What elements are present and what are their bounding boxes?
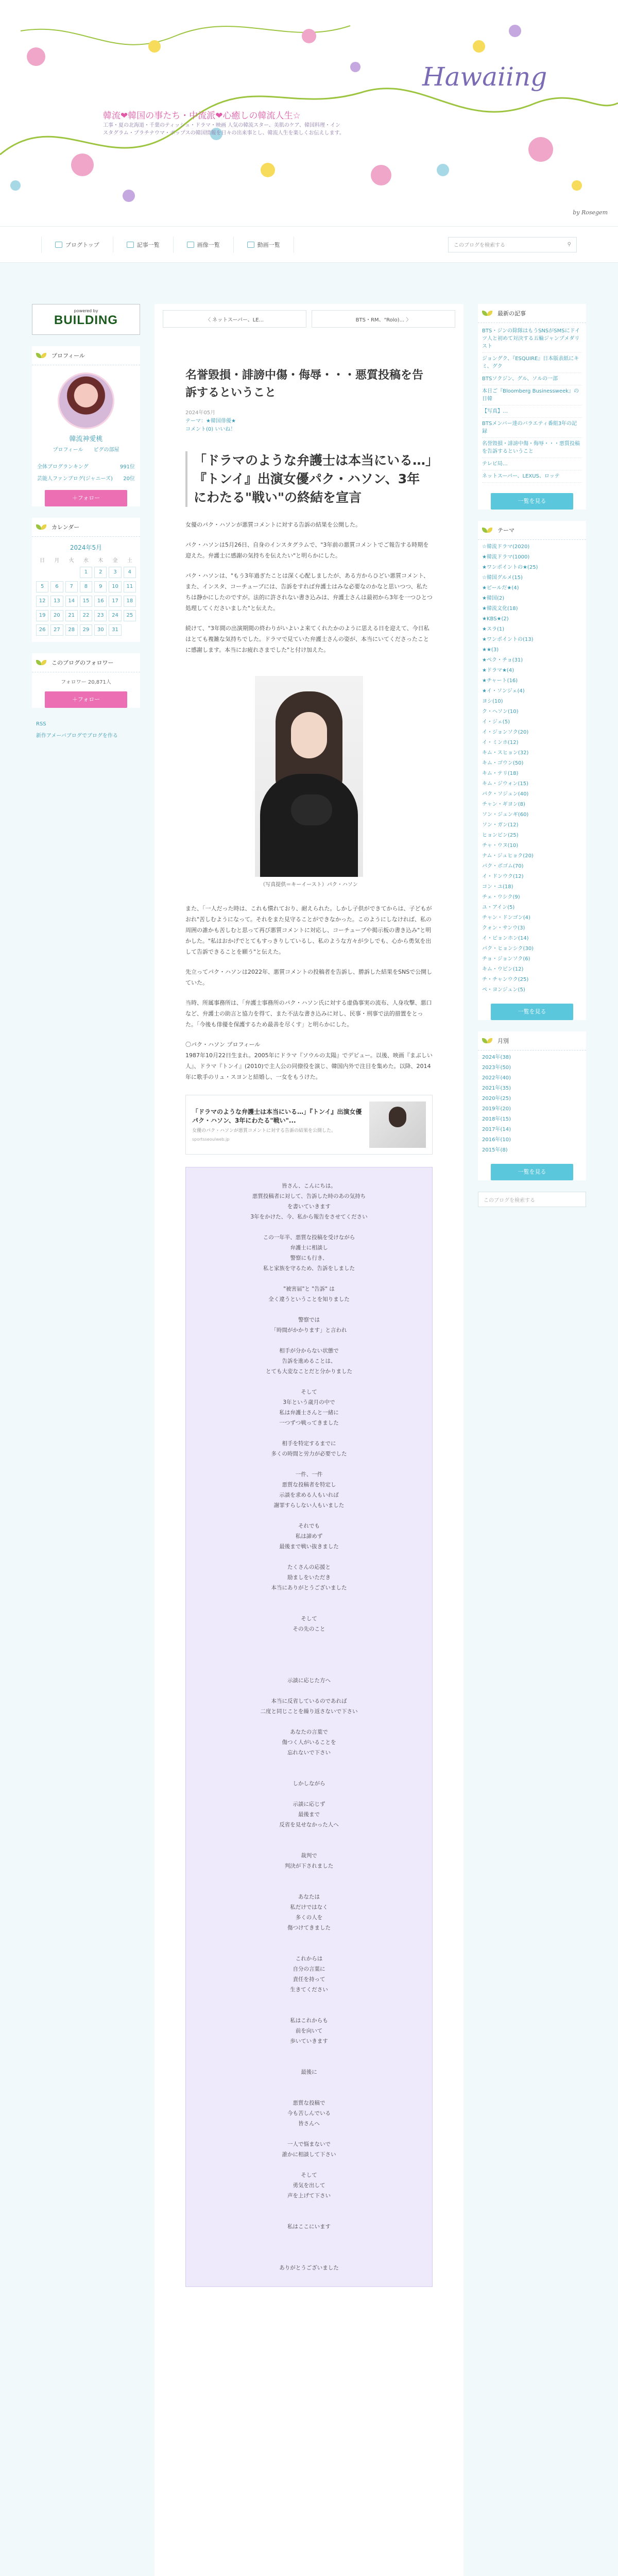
recent-post-link[interactable]: テレビ局… bbox=[482, 458, 582, 470]
theme-link[interactable]: チャン・ギヨン(8) bbox=[482, 802, 525, 807]
calendar-weekday: 金 bbox=[112, 558, 118, 564]
calendar-day[interactable]: 19 bbox=[36, 610, 48, 621]
theme-link[interactable]: ソン・ガン(12) bbox=[482, 822, 519, 828]
next-article-label: BTS・RM、"Rolo)... bbox=[355, 317, 405, 323]
theme-link[interactable]: キム・テリ(18) bbox=[482, 771, 519, 776]
theme-link[interactable]: ★ピールだ★(4) bbox=[482, 585, 519, 591]
theme-link[interactable]: イ・ジェ(5) bbox=[482, 719, 510, 725]
calendar-day[interactable]: 15 bbox=[80, 596, 92, 607]
theme-link[interactable]: ★ペク・チョ(31) bbox=[482, 657, 523, 663]
article-paragraph: また、「一人だった時は、これも慣れており、耐えられた。しかし子供ができてからは、子どもがおれ"苦しむようになって。それをまた見守ることができなかった。このようにしなければ、私の周囲の誰かも苦しむと思って再び悪質コメントに対応し、コーチューブや掲示板の書き込み"と明かした。"私はおかげでとてもすっきりしているし、私のような方々が少しでも、心から勇気を出して告訴できることを願う"と伝えた。 bbox=[185, 905, 432, 955]
calendar-day[interactable]: 14 bbox=[65, 596, 78, 607]
calendar-day[interactable]: 16 bbox=[94, 596, 107, 607]
calendar-day[interactable]: 17 bbox=[109, 596, 121, 607]
calendar-heading-label: カレンダー bbox=[52, 524, 80, 531]
themes-box bbox=[478, 521, 586, 1020]
calendar-day[interactable]: 25 bbox=[124, 610, 136, 621]
article-photo[interactable] bbox=[255, 676, 363, 877]
calendar-weekday: 火 bbox=[68, 558, 74, 564]
article-theme[interactable]: テーマ：★韓国俳優★ bbox=[185, 418, 236, 424]
article-pager bbox=[154, 304, 464, 334]
profile-heading bbox=[32, 346, 140, 365]
global-nav bbox=[0, 227, 618, 263]
theme-link[interactable]: ★ワンポイントの★(25) bbox=[482, 565, 538, 570]
calendar-day[interactable]: 9 bbox=[94, 581, 107, 592]
calendar-day[interactable]: 18 bbox=[124, 596, 136, 607]
banner-name: BUILDING bbox=[54, 313, 118, 327]
theme-link[interactable]: クォン・サンウ(3) bbox=[482, 925, 525, 931]
article-paragraph: 女優のパク・ハソンが悪質コメントに対する告訴の結果を公開した。 bbox=[185, 521, 361, 528]
theme-link[interactable]: キム・スヒョン(32) bbox=[482, 750, 529, 756]
theme-link[interactable]: ★★(3) bbox=[482, 647, 499, 653]
calendar-day[interactable]: 29 bbox=[80, 624, 92, 636]
link-card[interactable] bbox=[185, 1095, 433, 1155]
theme-link[interactable]: ☆韓流ドラマ(2020) bbox=[482, 544, 530, 550]
profile-name[interactable]: 韓流神愛桃 bbox=[69, 435, 103, 443]
archive-more-button[interactable]: 一覧を見る bbox=[491, 1164, 573, 1180]
theme-link[interactable]: ★チャート(16) bbox=[482, 678, 518, 684]
pigg-room-link[interactable]: ピグの部屋 bbox=[93, 447, 119, 453]
archive-link[interactable]: 2019年(20) bbox=[482, 1106, 511, 1112]
archive-link[interactable]: 2022年(40) bbox=[482, 1075, 511, 1081]
floral-vine-decoration bbox=[0, 0, 618, 227]
calendar-weekday: 水 bbox=[83, 558, 89, 564]
calendar-box bbox=[32, 518, 140, 642]
blog-logo: Hawaiing bbox=[422, 62, 547, 92]
prev-article-label: ネットスーパー、LE... bbox=[212, 317, 264, 323]
archive-link[interactable]: 2017年(14) bbox=[482, 1127, 511, 1132]
prev-article-link[interactable]: 〈 ネットスーパー、LE... bbox=[163, 310, 306, 328]
rss-link[interactable]: RSS bbox=[36, 721, 46, 727]
avatar[interactable] bbox=[58, 372, 114, 429]
nav-label: 記事一覧 bbox=[136, 241, 160, 248]
photo-caption: （写真提供＝キーイースト）パク・ハソン bbox=[260, 882, 358, 888]
calendar-day[interactable]: 5 bbox=[36, 581, 48, 592]
follower-heading-label: このブログのフォロワー bbox=[52, 659, 114, 666]
link-card-source: sportsseoulweb.jp bbox=[192, 1137, 230, 1142]
theme-link[interactable]: コン・ユ(18) bbox=[482, 884, 513, 890]
theme-link[interactable]: ★韓国(2) bbox=[482, 596, 505, 601]
theme-link[interactable]: ヒョンビン(25) bbox=[482, 833, 519, 838]
calendar-day[interactable]: 23 bbox=[94, 610, 107, 621]
recent-heading-label: 最新の記事 bbox=[497, 310, 526, 317]
right-sidebar bbox=[478, 304, 586, 1212]
nav-video-list[interactable] bbox=[234, 236, 294, 253]
article-paragraph: パク・ハソンは5月26日、自身のインスタグラムで、"3年前の悪質コメントでご報告する時期を迎えた。弁護士に感謝の気持ちを伝えたい"と明らかにした。 bbox=[185, 541, 429, 559]
theme-link[interactable]: チャ・ウヌ(10) bbox=[482, 843, 519, 849]
blog-title[interactable]: 韓流❤韓国の事たち・中流派❤心癒しの韓流人生☆ bbox=[103, 111, 301, 121]
follower-count: フォロワー 20,871人 bbox=[61, 680, 111, 685]
recent-posts-list bbox=[478, 323, 586, 487]
calendar-day[interactable]: 8 bbox=[80, 581, 92, 592]
archive-link[interactable]: 2020年(25) bbox=[482, 1096, 511, 1101]
theme-link[interactable]: ★スラ(1) bbox=[482, 626, 505, 632]
article-title: 名誉毀損・誹謗中傷・侮辱・・・悪質投稿を告訴するということ bbox=[185, 369, 424, 399]
theme-link[interactable]: チェ・ウシク(9) bbox=[482, 894, 520, 900]
genre-label[interactable]: 芸能人ファンブログ(ジャニーズ) bbox=[37, 476, 113, 482]
calendar-day[interactable]: 3 bbox=[109, 567, 121, 578]
link-card-description: 女優のパク・ハソンが悪質コメントに対する告訴の結果を公開した。 bbox=[192, 1128, 336, 1133]
calendar-day[interactable]: 11 bbox=[124, 581, 136, 592]
theme-link[interactable]: ★KBS★(2) bbox=[482, 616, 509, 622]
link-card-title: 「ドラマのような弁護士は本当にいる…」『トンイ』出演女優パク・ハソン、3年にわたる"戦い"... bbox=[192, 1108, 362, 1124]
archive-heading bbox=[478, 1031, 586, 1050]
calendar-month: 2024年5月 bbox=[70, 544, 102, 551]
archive-list bbox=[478, 1050, 586, 1158]
calendar-weekday: 日 bbox=[40, 558, 45, 564]
theme-link[interactable]: キム・ジウォン(15) bbox=[482, 781, 529, 787]
theme-link[interactable]: ク・ヘソン(10) bbox=[482, 709, 519, 715]
calendar-day[interactable]: 21 bbox=[65, 610, 78, 621]
search-placeholder: このブログを検索する bbox=[454, 243, 505, 248]
calendar-day[interactable]: 10 bbox=[109, 581, 121, 592]
theme-link[interactable]: イ・ミンホ(12) bbox=[482, 740, 519, 745]
list-icon bbox=[127, 242, 134, 248]
letter-block bbox=[185, 1167, 433, 2287]
article-paragraph: 当時、所属事務所は、「弁護士事務所のパク・ハソン氏に対する虚偽事実の流布、人身攻撃、悪口など、弁護士の助言と協力を得て、また不法な書き込みに対し、民事・刑事で法的措置をとった。「今後も俳優を保護するため最善を尽くす」と明らかにした。 bbox=[185, 999, 432, 1028]
search-icon[interactable]: ⚲ bbox=[567, 242, 571, 247]
calendar-day[interactable]: 6 bbox=[50, 581, 63, 592]
author-signature: by Rosegem bbox=[573, 209, 608, 216]
theme-link[interactable]: ★ドラマ★(4) bbox=[482, 668, 514, 673]
archive-link[interactable]: 2016年(10) bbox=[482, 1137, 511, 1143]
archive-box bbox=[478, 1031, 586, 1180]
sidebar-search-placeholder: このブログを検索する bbox=[484, 1197, 535, 1204]
theme-link[interactable]: パク・ヒョンシク(30) bbox=[482, 946, 534, 952]
theme-link[interactable]: ★韓流文化(18) bbox=[482, 606, 518, 612]
sidebar-search-input[interactable] bbox=[478, 1192, 586, 1207]
theme-link[interactable]: ヨシ(10) bbox=[482, 699, 503, 704]
calendar-day[interactable]: 13 bbox=[50, 596, 63, 607]
ranking-label[interactable]: 全体ブログランキング bbox=[37, 464, 89, 470]
theme-link[interactable]: ソン・ジュンギ(60) bbox=[482, 812, 529, 818]
leaf-icon bbox=[482, 310, 493, 317]
theme-link[interactable]: パク・ボゴム(70) bbox=[482, 863, 524, 869]
calendar-day[interactable]: 24 bbox=[109, 610, 121, 621]
leaf-icon bbox=[36, 523, 47, 531]
archive-link[interactable]: 2021年(35) bbox=[482, 1086, 511, 1091]
blog-header bbox=[0, 0, 618, 227]
theme-list bbox=[478, 540, 586, 997]
profile-paragraph: 〇パク・ハソン プロフィール 1987年10月22日生まれ。2005年にドラマ『ソウルの太陽』でデビュー。以後、映画『まぶしい人』、ドラマ『トンイ』(2010)で主人公の同僚役を演じ、韓国内外で注目を集めた。以降、2014年に歌手のリュ・スヨンと結婚し、一女をもうけた。 bbox=[185, 1041, 433, 1080]
nav-image-list[interactable] bbox=[174, 236, 234, 253]
recent-heading bbox=[478, 304, 586, 323]
recent-post-link[interactable]: BTSメンバー達のバラエティ番組3年の記録 bbox=[482, 418, 582, 438]
building-banner[interactable] bbox=[32, 304, 140, 335]
theme-heading-label: テーマ bbox=[497, 527, 514, 534]
nav-label: 画像一覧 bbox=[197, 241, 220, 248]
calendar-day[interactable]: 7 bbox=[65, 581, 78, 592]
next-article-link[interactable]: BTS・RM、"Rolo)... 〉 bbox=[312, 310, 455, 328]
blog-search-input[interactable] bbox=[448, 237, 577, 252]
theme-link[interactable]: パク・ソジュン(40) bbox=[482, 791, 529, 797]
theme-link[interactable]: ユ・アイン(5) bbox=[482, 905, 515, 910]
leaf-icon bbox=[482, 527, 493, 534]
theme-link[interactable]: チャン・ドンゴン(4) bbox=[482, 915, 530, 921]
calendar-heading bbox=[32, 518, 140, 537]
recent-post-link[interactable]: BTS・ジンの除隊はもうSNSがSMSにドイツ人と初めて対決する五輪ジャンプメダリスト bbox=[482, 325, 582, 353]
blog-description: 工事・夏の北海道・千葉のティッシュ・ドラマ・映画 人気の韓流スター、美肌のケア、韓国料理・インスタグラム・プラチナウマ・ポップスの韓国情報を日々の出来事とし、韓流人生を楽しくお伝えします。 bbox=[103, 123, 345, 136]
leaf-icon bbox=[36, 659, 47, 666]
nav-entry-list[interactable] bbox=[113, 236, 174, 253]
comment-like-links[interactable]: コメント(0) いいね！ bbox=[185, 427, 236, 432]
theme-link[interactable]: ★ワンポイントの(13) bbox=[482, 637, 534, 642]
genre-value: 20位 bbox=[123, 476, 135, 482]
calendar-day[interactable]: 27 bbox=[50, 624, 63, 636]
theme-link[interactable]: キム・ウビン(12) bbox=[482, 967, 524, 972]
article-heading: 「ドラマのような弁護士は本当にいる…」『トンイ』出演女優パク・ハソン、3年にわたる"戦い"の終結を宣言 bbox=[185, 451, 433, 507]
article-paragraph: パク・ハソンは、"もう3年過ぎたことは深く心配しましたが、ある方からひどい悪質コメント、また、インスタ、コーチューブには、告訴をすれば弁護士はみな必要なのかなと思いつつ、私たちは静かにしたのですが。法的に許されない書き込みは、弁護士さんは最初から3年を一つひとつ処理してくださいました"と伝えた。 bbox=[185, 572, 433, 612]
theme-link[interactable]: ☆韓国グルメ(15) bbox=[482, 575, 523, 581]
follow-button-2[interactable]: ＋フォロー bbox=[45, 691, 127, 708]
follow-button[interactable]: ＋フォロー bbox=[45, 490, 127, 506]
theme-link[interactable]: イ・ドンウク(12) bbox=[482, 874, 524, 879]
leaf-icon bbox=[36, 352, 47, 359]
nav-label: ブログトップ bbox=[65, 241, 99, 248]
follower-box bbox=[32, 653, 140, 708]
theme-link[interactable]: ★韓流ドラマ(1000) bbox=[482, 554, 530, 560]
archive-link[interactable]: 2023年(50) bbox=[482, 1065, 511, 1071]
home-icon bbox=[55, 242, 62, 248]
nav-label: 動画一覧 bbox=[257, 241, 280, 248]
calendar-day[interactable]: 26 bbox=[36, 624, 48, 636]
calendar-day[interactable]: 4 bbox=[124, 567, 136, 578]
article-meta bbox=[185, 409, 433, 434]
profile-heading-label: プロフィール bbox=[52, 352, 85, 359]
image-icon bbox=[187, 242, 194, 248]
theme-link[interactable]: ★イ・ソンジェ(4) bbox=[482, 688, 525, 694]
calendar-day[interactable]: 12 bbox=[36, 596, 48, 607]
archive-link[interactable]: 2018年(15) bbox=[482, 1116, 511, 1122]
calendar-weekday: 月 bbox=[54, 558, 60, 564]
theme-link[interactable]: ペ・ヨンジュン(5) bbox=[482, 987, 525, 993]
theme-link[interactable]: イ・ビョンホン(14) bbox=[482, 936, 529, 941]
banner-small-text: powered by bbox=[74, 309, 98, 313]
article-date: 2024年05月 bbox=[185, 410, 216, 416]
video-icon bbox=[247, 242, 254, 248]
article-column bbox=[154, 304, 464, 2576]
recent-post-link[interactable]: 【写真】… bbox=[482, 405, 582, 418]
calendar-day[interactable]: 20 bbox=[50, 610, 63, 621]
calendar-day[interactable]: 28 bbox=[65, 624, 78, 636]
calendar-day[interactable]: 2 bbox=[94, 567, 107, 578]
recent-post-link[interactable]: ジョングク、『ESQUIRE』日本版表紙にキミ、グク bbox=[482, 353, 582, 373]
letter-text: 皆さん、こんにちは。 悪質投稿者に対して、告訴した時のあの気持ち を書いていきます 3年をかけた、今、私から報告をさせてください この一年半、悪質な投稿を受けながら 弁護士に相談し 警察にも行き、 私と家族を守るため、告訴をしました "被害届"と "告訴" は 全く違うということを知りました 警察では 「時間がかかります」と言われ 相手が分からない状態で 告訴を進めることは、 とても大変なことだと分かりました そして 3年という歳月の中で 私は弁護士さんと一緒に 一つずつ戦ってきました 相手を特定するまでに 多くの時間と労力が必要でした 一件、一件 悪質な投稿者を特定し 示談を求める人もいれば 謝罪すらしない人もいました それでも 私は諦めず 最後まで戦い抜きました たくさんの応援と 励ましをいただき 本当にありがとうございました そして その先のこと 示談に応じた方へ 本当に反省しているのであれば 二度と同じことを繰り返さないで下さい あなたの言葉で 傷つく人がいることを 忘れないで下さい しかしながら 示談に応じず 最後まで 反省を見せなかった人へ 裁判で 判決が下されました あなたは 私だけではなく 多くの人を 傷つけてきました これからは 自分の言葉に 責任を持って 生きてください 私はこれからも 前を向いて 歩いていきます 最後に 悪質な投稿で 今も苦しんでいる 皆さんへ 一人で悩まないで 誰かに相談して下さい そして 勇気を出して 声を上げて下さい 私はここにいます ありがとうございました bbox=[250, 1183, 368, 2271]
ranking-value: 991位 bbox=[119, 464, 135, 470]
recent-post-link[interactable]: ネットスーパー、LEXUS、ロッテ bbox=[482, 470, 582, 483]
theme-link[interactable]: イ・ジョンソク(20) bbox=[482, 730, 529, 735]
ameba-link[interactable]: 新作アメーバブログでブログを作る bbox=[36, 733, 118, 739]
calendar-grid bbox=[36, 556, 136, 636]
calendar-weekday: 木 bbox=[98, 558, 104, 564]
nav-blog-top[interactable] bbox=[41, 236, 113, 253]
profile-link[interactable]: プロフィール bbox=[53, 447, 83, 453]
recent-post-link[interactable]: 本日ご『Bloomberg Businessweek』の日韓 bbox=[482, 385, 582, 405]
theme-link[interactable]: チョ・ジョンソク(6) bbox=[482, 956, 530, 962]
recent-more-button[interactable]: 一覧を見る bbox=[491, 493, 573, 510]
archive-link[interactable]: 2024年(38) bbox=[482, 1055, 511, 1060]
archive-link[interactable]: 2015年(8) bbox=[482, 1147, 508, 1153]
recent-post-link[interactable]: 名誉毀損・誹謗中傷・侮辱・・・悪質投稿を告訴するということ bbox=[482, 438, 582, 458]
link-card-thumbnail bbox=[369, 1101, 426, 1148]
recent-post-link[interactable]: BTSソクジン、グル、ソルの一部 bbox=[482, 373, 582, 385]
leaf-icon bbox=[482, 1037, 493, 1044]
calendar-weekday: 土 bbox=[127, 558, 132, 564]
calendar-day[interactable]: 30 bbox=[94, 624, 107, 636]
theme-link[interactable]: キム・ゴウン(50) bbox=[482, 760, 524, 766]
archive-heading-label: 月別 bbox=[497, 1038, 509, 1044]
theme-link[interactable]: チ・チャンウク(25) bbox=[482, 977, 529, 982]
left-sidebar bbox=[32, 304, 140, 741]
theme-heading bbox=[478, 521, 586, 540]
theme-more-button[interactable]: 一覧を見る bbox=[491, 1004, 573, 1020]
recent-posts-box bbox=[478, 304, 586, 510]
profile-box bbox=[32, 346, 140, 506]
calendar-day[interactable]: 1 bbox=[80, 567, 92, 578]
calendar-day[interactable]: 22 bbox=[80, 610, 92, 621]
follower-heading bbox=[32, 653, 140, 672]
article-paragraph: 続けて、"3年間の出演期間の終わりがいよいよ来てくれたかのように思える日を迎えて、今日私はとても複雑な気持ちでした。ドラマで見ていた弁護士さんの姿が、本当にいてくださったことに感謝します。本当にお疲れさまでした"と付け加えた。 bbox=[185, 625, 430, 653]
calendar-day[interactable]: 31 bbox=[109, 624, 121, 636]
article-paragraph: 先立ってパク・ハソンは2022年、悪質コメントの投稿者を告訴し、勝訴した結果をSNSで公開していた。 bbox=[185, 969, 433, 986]
theme-link[interactable]: ナム・ジュヒョク(20) bbox=[482, 853, 534, 859]
